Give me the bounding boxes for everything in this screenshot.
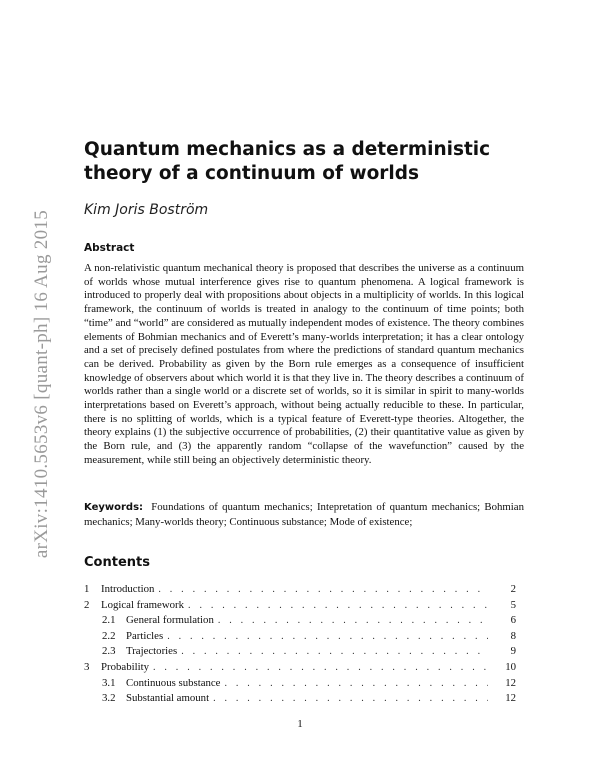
toc-entry-page: 12 [505,692,516,705]
toc-entry-page: 12 [505,676,516,689]
page-number: 1 [297,718,303,730]
toc-entry-title: Trajectories [126,645,178,658]
toc-leader-dots [188,600,488,611]
toc-leader-dots [213,693,488,704]
toc-entry-page: 2 [510,583,516,595]
toc-entry-trajectories[interactable] [84,645,524,661]
toc-entry-general-formulation[interactable] [84,614,524,630]
toc-entry-title: General formulation [126,614,214,627]
toc-entry-continuous-substance[interactable] [84,677,524,693]
abstract-heading: Abstract [84,242,135,254]
toc-leader-dots [181,646,488,657]
toc-entry-particles[interactable] [84,630,524,646]
toc-entry-title: Introduction [101,583,155,595]
toc-entry-number: 2 [84,598,90,611]
keywords-text: Foundations of quantum mechanics; Intepretation of quantum mechanics; Bohmian mechanics; Many-worlds theory; Continuous substance; Mode of existence; [84,501,525,528]
toc-entry-number: 1 [84,583,90,595]
toc-entry-page: 6 [510,614,516,627]
toc-entry-number: 2.3 [102,645,116,658]
table-of-contents [84,583,524,708]
keywords-label: Keywords: [84,502,144,513]
toc-entry-title: Substantial amount [126,692,210,705]
toc-entry-logical-framework[interactable] [84,599,524,615]
toc-entry-introduction[interactable] [84,583,524,599]
toc-entry-title: Particles [126,629,164,642]
toc-leader-dots [218,615,488,626]
toc-leader-dots [158,584,488,595]
paper-title: Quantum mechanics as a deterministic theory of a continuum of worlds [84,139,491,184]
toc-entry-probability[interactable] [84,661,524,677]
toc-entry-page: 5 [510,598,516,611]
toc-leader-dots [224,678,488,689]
contents-heading: Contents [84,555,150,570]
toc-entry-title: Logical framework [101,598,185,611]
toc-entry-title: Probability [101,660,149,673]
toc-entry-page: 8 [510,629,516,642]
toc-entry-number: 3.2 [102,692,116,705]
toc-entry-page: 9 [510,645,516,658]
toc-entry-page: 10 [505,660,516,673]
toc-entry-number: 2.1 [102,614,116,627]
author-name: Kim Joris Boström [84,202,209,218]
arxiv-identifier-text: arXiv:1410.5653v6 [quant-ph] 16 Aug 2015 [31,210,52,559]
toc-entry-substantial-amount[interactable] [84,692,524,708]
toc-entry-number: 2.2 [102,629,116,642]
keywords-section [84,500,524,529]
toc-entry-title: Continuous substance [126,676,221,689]
toc-leader-dots [167,631,488,642]
toc-leader-dots [153,662,488,673]
toc-entry-number: 3 [84,660,90,673]
abstract-text: A non-relativistic quantum mechanical theory is proposed that describes the universe as a continuum of worlds whose mutual interference gives rise to quantum phenomena. A logical framework is introduced to properly deal with propositions about objects in a multiplicity of worlds. In this logical framework, the continuum of worlds is treated in analogy to the continuum of time points; both “time” and “world” are considered as mutually independent modes of existence. The theory combines elements of Bohmian mechanics and of Everett’s many-worlds interpretation; it has a clear ontology and a set of precisely defined postulates from where the predictions of standard quantum mechanics can be derived. Probability as given by the Born rule emerges as a consequence of insufficient knowledge of observers about which world it is that they live in. The theory describes a continuum of worlds rather than a single world or a discrete set of worlds, so it is similar in spirit to many-worlds interpretations based on Everett’s approach, without being actually reducible to these. In particular, there is no splitting of worlds, which is a typical feature of Everett-type theories. Altogether, the theory explains (1) the subjective occurrence of probabilities, (2) their quantitative value as given by the Born rule, and (3) the apparently random “collapse of the wavefunction” caused by the measurement, while still being an objectively deterministic theory. [84,262,524,466]
toc-entry-number: 3.1 [102,676,116,689]
